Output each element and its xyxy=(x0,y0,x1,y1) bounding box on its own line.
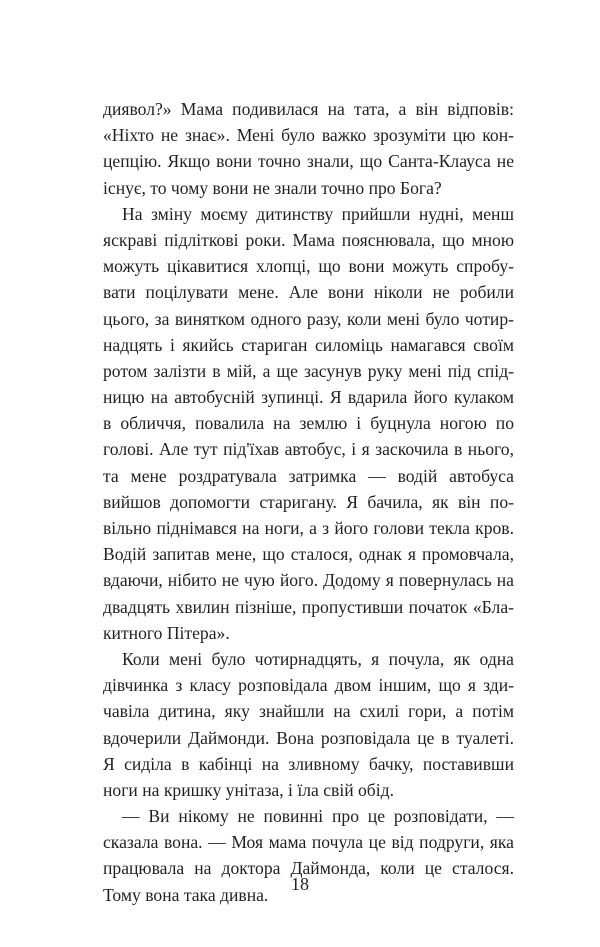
page-number: 18 xyxy=(291,874,309,894)
body-text xyxy=(103,96,514,908)
text-line: «Ніхто не знає». Мені було важко зрозуміти цю кон- xyxy=(103,125,514,146)
text-line: вийшов допомогти старигану. Я бачила, як він по- xyxy=(103,491,514,512)
text-line: — Ви нікому не повинні про це розповідати, — xyxy=(122,806,514,827)
text-line: диявол?» Мама подивилася на тата, а він відповів: xyxy=(103,99,514,119)
text-line: Водій запитав мене, що сталося, однак я промовчала, xyxy=(103,544,514,565)
text-line: двадцять хвилин пізніше, пропустивши початок «Бла- xyxy=(103,596,514,617)
text-line: цього, за винятком одного разу, коли мені було чотир- xyxy=(103,308,514,329)
text-line: можуть цікавитися хлопці, що вони можуть спробу- xyxy=(103,256,514,277)
text-line: працювала на доктора Даймонда, коли це сталося. xyxy=(103,858,514,879)
text-line: та мене роздратувала затримка — водій автобуса xyxy=(103,465,514,486)
text-line: вдочерили Даймонди. Вона розповідала це в туалеті. xyxy=(103,727,514,748)
text-line: існує, то чому вони не знали точно про Бога? xyxy=(103,177,442,198)
text-line: ницю на автобусній зупинці. Я вдарила його кулаком xyxy=(103,387,514,408)
text-line: вільно піднімався на ноги, а з його голови текла кров. xyxy=(103,518,514,538)
text-line: дівчинка з класу розповідала двом іншим, що я зди- xyxy=(103,675,514,696)
text-line: Коли мені було чотирнадцять, я почула, як одна xyxy=(122,648,514,669)
text-line: в обличчя, повалила на землю і буцнула ногою по xyxy=(103,413,514,434)
text-line: Тому вона така дивна. xyxy=(103,884,269,905)
text-line: вдаючи, нібито не чую його. Додому я повернулась на xyxy=(103,570,514,591)
text-line: китного Пітера». xyxy=(103,622,230,643)
text-line: надцять і якийсь стариган силоміць намагався своїм xyxy=(103,334,514,355)
text-line: ротом залізти в мій, а ще засунув руку мені під спід- xyxy=(103,360,514,381)
text-line: чавіла дитина, яку знайшли на схилі гори, а потім xyxy=(103,701,514,722)
text-line: ноги на кришку унітаза, і їла свій обід. xyxy=(103,779,395,800)
text-line: цепцію. Якщо вони точно знали, що Санта-Клауса не xyxy=(103,151,514,172)
text-line: сказала вона. — Моя мама почула це від подруги, яка xyxy=(103,832,514,853)
text-line: Я сиділа в кабінці на зливному бачку, поставивши xyxy=(103,753,514,774)
text-line: На зміну моєму дитинству прийшли нудні, менш xyxy=(122,203,514,224)
text-line: вати поцілувати мене. Але вони ніколи не робили xyxy=(103,282,514,303)
text-line: яскраві підліткові роки. Мама пояснювала, що мною xyxy=(103,229,514,250)
text-line: голові. Але тут під'їхав автобус, і я заскочила в нього, xyxy=(103,439,514,460)
